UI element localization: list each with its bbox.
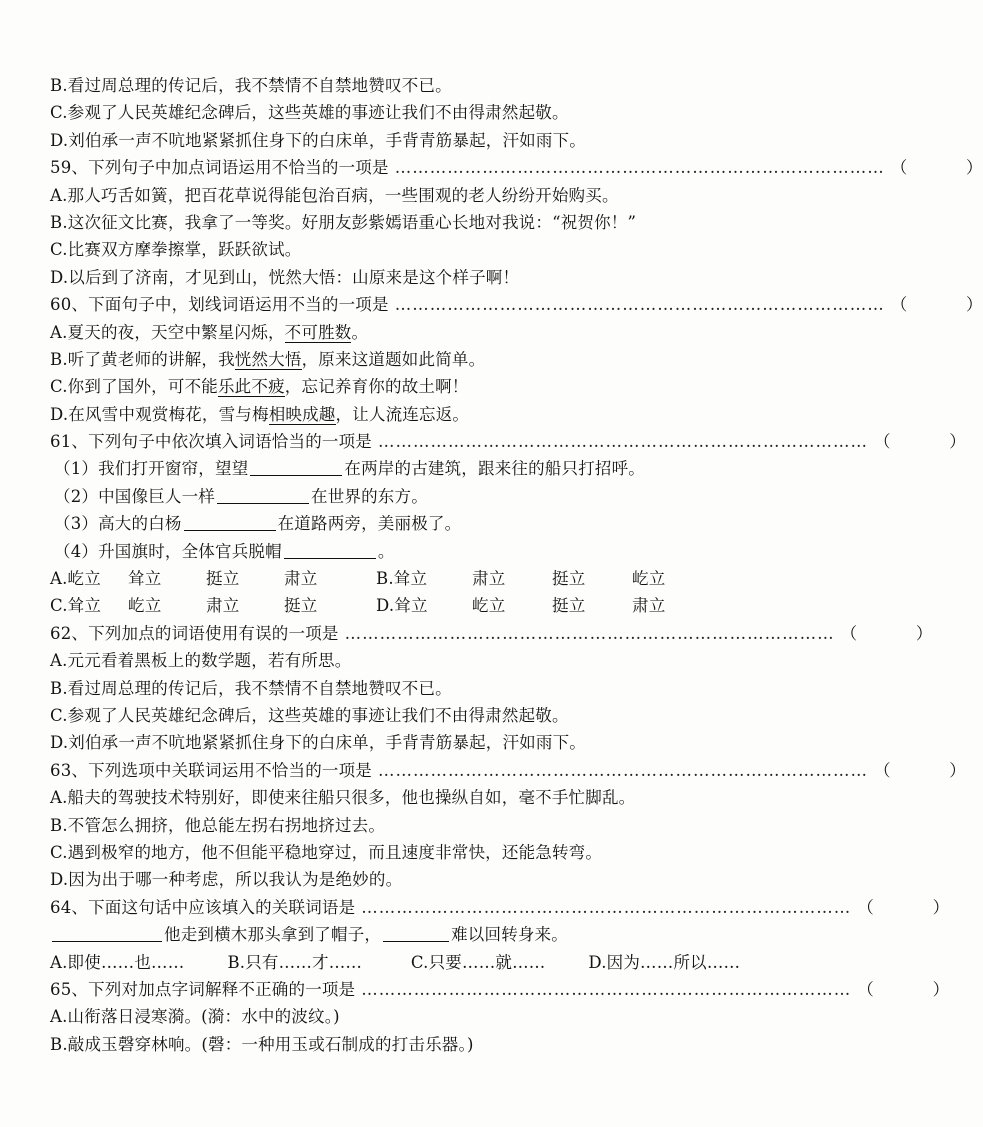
fill-blank[interactable] xyxy=(250,457,342,476)
question-62-stem xyxy=(50,620,933,647)
question-61-stem xyxy=(50,428,966,455)
underlined-word: 恍然大悟 xyxy=(234,349,302,369)
underlined-word: 不可胜数 xyxy=(284,322,352,342)
option-c: C.参观了人民英雄纪念碑后，这些英雄的事迹让我们不由得肃然起敬。 xyxy=(50,103,569,123)
option-word: 屹立 xyxy=(472,596,506,616)
question-text: 65、下列对加点字词解释不正确的一项是 xyxy=(50,979,356,999)
fill-blank[interactable] xyxy=(217,485,309,504)
answer-bracket[interactable]: （ ） xyxy=(874,432,966,452)
fill-sentence-3: （3）高大的白杨 在道路两旁，美丽极了。 xyxy=(54,514,462,534)
answer-bracket[interactable]: （ ） xyxy=(890,295,983,315)
question-60-stem xyxy=(50,291,983,318)
underlined-word: 乐此不疲 xyxy=(217,377,285,397)
leader-dots: ………………………………………………………………………… xyxy=(394,295,885,315)
option-a: A.船夫的驾驶技术特别好，即使来往船只很多，他也操纵自如，毫不手忙脚乱。 xyxy=(50,788,636,808)
option-b: B.只有……才…… xyxy=(227,952,363,972)
options-row-ab xyxy=(50,565,760,592)
option-c: C.参观了人民英雄纪念碑后，这些英雄的事迹让我们不由得肃然起敬。 xyxy=(50,705,569,725)
option-c: C.你到了国外，可不能乐此不疲，忘记养育你的故土啊！ xyxy=(50,377,469,397)
option-b: B.看过周总理的传记后，我不禁情不自禁地赞叹不已。 xyxy=(50,678,452,698)
answer-bracket[interactable]: （ ） xyxy=(857,897,950,917)
option-b: B.看过周总理的传记后，我不禁情不自禁地赞叹不已。 xyxy=(50,76,452,95)
option-a: A.夏天的夜，天空中繁星闪烁，不可胜数。 xyxy=(50,322,369,342)
option-b: B.这次征文比赛，我拿了一等奖。好朋友彭紫嫣语重心长地对我说：“祝贺你！” xyxy=(50,212,637,232)
option-c: C.比赛双方摩拳擦掌，跃跃欲试。 xyxy=(50,240,302,260)
fill-sentence-1: （1）我们打开窗帘，望望 在两岸的古建筑，跟来往的船只打招呼。 xyxy=(54,459,646,479)
question-text: 59、下列句子中加点词语运用不恰当的一项是 xyxy=(50,158,389,178)
fill-sentence-4: （4）升国旗时，全体官兵脱帽 。 xyxy=(54,541,395,561)
option-word: 屹立 xyxy=(632,569,666,589)
option-d: D.耸立 xyxy=(376,596,428,616)
fill-sentence: 他走到横木那头拿到了帽子， 难以回转身来。 xyxy=(50,921,760,948)
fill-sentence-2: （2）中国像巨人一样 在世界的东方。 xyxy=(54,486,428,506)
option-a: A.山衔落日浸寒漪。(漪：水中的波纹。) xyxy=(50,1007,340,1027)
option-word: 挺立 xyxy=(284,596,318,616)
option-b: B.耸立 xyxy=(376,569,428,589)
option-c: C.遇到极窄的地方，他不但能平稳地穿过，而且速度非常快，还能急转弯。 xyxy=(50,842,603,862)
option-word: 挺立 xyxy=(206,569,240,589)
option-d: D.刘伯承一声不吭地紧紧抓住身下的白床单，手背青筋暴起，汗如雨下。 xyxy=(50,733,586,753)
leader-dots: ………………………………………………………………………… xyxy=(344,623,835,643)
option-word: 挺立 xyxy=(552,596,586,616)
option-d: D.在风雪中观赏梅花，雪与梅相映成趣，让人流连忘返。 xyxy=(50,404,470,424)
option-word: 屹立 xyxy=(128,596,162,616)
leader-dots: ………………………………………………………………………… xyxy=(378,432,868,452)
answer-bracket[interactable]: （ ） xyxy=(840,623,933,643)
question-64-stem xyxy=(50,894,950,921)
fill-blank[interactable] xyxy=(284,540,376,559)
question-text: 61、下列句子中依次填入词语恰当的一项是 xyxy=(50,432,372,452)
question-63-stem xyxy=(50,757,966,784)
fill-blank[interactable] xyxy=(184,512,276,531)
options-row-cd xyxy=(50,592,760,619)
options-row xyxy=(50,949,760,976)
question-text: 63、下列选项中关联词运用不恰当的一项是 xyxy=(50,760,372,780)
leader-dots: ………………………………………………………………………… xyxy=(361,897,852,917)
option-b: B.听了黄老师的讲解，我恍然大悟，原来这道题如此简单。 xyxy=(50,349,486,369)
option-c: C.只要……就…… xyxy=(410,952,546,972)
question-text: 60、下面句子中，划线词语运用不当的一项是 xyxy=(50,295,389,315)
fill-blank[interactable] xyxy=(383,923,449,942)
question-text: 62、下列加点的词语使用有误的一项是 xyxy=(50,623,339,643)
question-59-stem xyxy=(50,154,983,181)
option-word: 肃立 xyxy=(472,569,506,589)
question-65-stem xyxy=(50,976,950,1003)
leader-dots: ………………………………………………………………………… xyxy=(361,979,852,999)
option-a: A.屹立 xyxy=(50,569,101,589)
option-word: 肃立 xyxy=(632,596,666,616)
option-b: B.不管怎么拥挤，他总能左拐右拐地挤过去。 xyxy=(50,815,386,835)
option-d: D.刘伯承一声不吭地紧紧抓住身下的白床单，手背青筋暴起，汗如雨下。 xyxy=(50,130,586,150)
leader-dots: ………………………………………………………………………… xyxy=(394,158,885,178)
underlined-word: 相映成趣 xyxy=(268,404,336,424)
answer-bracket[interactable]: （ ） xyxy=(874,760,966,780)
option-a: A.元元看着黑板上的数学题，若有所思。 xyxy=(50,651,352,671)
option-d: D.以后到了济南，才见到山，恍然大悟：山原来是这个样子啊！ xyxy=(50,267,520,287)
question-text: 64、下面这句话中应该填入的关联词语是 xyxy=(50,897,356,917)
leader-dots: ………………………………………………………………………… xyxy=(378,760,868,780)
option-c: C.耸立 xyxy=(50,596,102,616)
option-d: D.因为出于哪一种考虑，所以我认为是绝妙的。 xyxy=(50,870,403,890)
option-a: A.即使……也…… xyxy=(50,952,185,972)
option-word: 肃立 xyxy=(206,596,240,616)
option-word: 肃立 xyxy=(284,569,318,589)
fill-blank[interactable] xyxy=(52,923,162,942)
option-d: D.因为……所以…… xyxy=(588,952,741,972)
option-a: A.那人巧舌如簧，把百花草说得能包治百病，一些围观的老人纷纷开始购买。 xyxy=(50,185,619,205)
answer-bracket[interactable]: （ ） xyxy=(890,158,983,178)
answer-bracket[interactable]: （ ） xyxy=(857,979,950,999)
option-word: 挺立 xyxy=(552,569,586,589)
option-word: 耸立 xyxy=(128,569,162,589)
option-b: B.敲成玉磬穿林响。(磬：一种用玉或石制成的打击乐器。) xyxy=(50,1034,474,1054)
